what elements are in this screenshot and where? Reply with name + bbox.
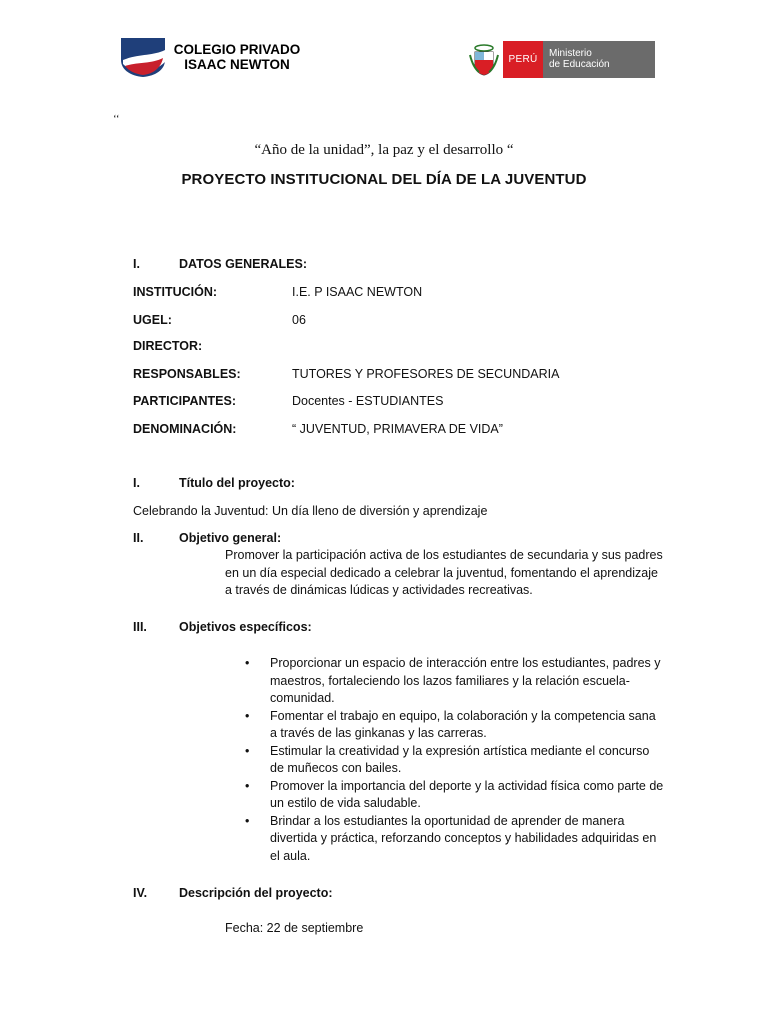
list-item: [245, 708, 665, 743]
section-number: I.: [133, 476, 140, 490]
objetivos-list: [245, 655, 665, 865]
school-name: [167, 42, 307, 72]
section-heading: Objetivos específicos:: [179, 620, 312, 634]
section-number: IV.: [133, 886, 148, 900]
stray-quote-mark: ‘‘: [113, 113, 120, 125]
datos-value: 06: [292, 313, 306, 327]
datos-value: TUTORES Y PROFESORES DE SECUNDARIA: [292, 367, 560, 381]
year-motto: “Año de la unidad”, la paz y el desarrollo “: [254, 142, 514, 158]
peru-crest-icon: [467, 41, 502, 78]
list-item-text: Brindar a los estudiantes la oportunidad de aprender de manera divertida y práctica, reforzando conceptos y habilidades adquiridas en el aula.: [270, 813, 657, 863]
datos-key: DIRECTOR:: [133, 339, 203, 353]
datos-key: UGEL:: [133, 313, 172, 327]
bullet-icon: •: [245, 708, 250, 723]
list-item-text: Estimular la creatividad y la expresión artística mediante el concurso de muñecos con bailes.: [270, 743, 650, 775]
project-title-text: Celebrando la Juventud: Un día lleno de diversión y aprendizaje: [133, 504, 488, 518]
list-item: [245, 778, 665, 813]
section-heading: DATOS GENERALES:: [179, 257, 308, 271]
school-shield-icon: [119, 36, 167, 78]
project-date: Fecha: 22 de septiembre: [225, 921, 364, 935]
list-item-text: Proporcionar un espacio de interacción entre los estudiantes, padres y maestros, fortaleciendo los lazos familiares y la relación escuela-comunidad.: [270, 656, 661, 705]
ministry-logo: [467, 41, 655, 78]
datos-value: I.E. P ISAAC NEWTON: [292, 285, 423, 299]
bullet-icon: •: [245, 813, 250, 828]
datos-value: “ JUVENTUD, PRIMAVERA DE VIDA”: [292, 422, 503, 436]
section-number: II.: [133, 531, 144, 545]
section-number: I.: [133, 257, 140, 271]
datos-key: INSTITUCIÓN:: [133, 285, 218, 299]
ministry-label: [543, 41, 655, 78]
datos-value: Docentes - ESTUDIANTES: [292, 394, 444, 408]
objetivo-general-text: Promover la participación activa de los estudiantes de secundaria y sus padres en un día especial dedicado a celebrar la juventud, fomentando el aprendizaje a través de dinámicas lúdicas y actividades recreativas.: [225, 548, 663, 597]
list-item: [245, 743, 665, 778]
section-number: III.: [133, 620, 147, 634]
ministry-label-line2: de Educación: [549, 59, 610, 70]
list-item-text: Fomentar el trabajo en equipo, la colaboración y la competencia sana a través de las ginkanas y las carreras.: [270, 708, 656, 740]
bullet-icon: •: [245, 656, 250, 670]
bullet-icon: •: [245, 743, 250, 758]
school-name-line1: COLEGIO PRIVADO: [173, 42, 301, 57]
bullet-icon: •: [245, 778, 250, 793]
list-item-text: Promover la importancia del deporte y la actividad física como parte de un estilo de vida saludable.: [270, 778, 664, 810]
list-item: [245, 655, 665, 708]
datos-key: DENOMINACIÓN:: [133, 422, 237, 436]
datos-key: RESPONSABLES:: [133, 367, 241, 381]
peru-label: PERÚ: [503, 41, 543, 78]
datos-key: PARTICIPANTES:: [133, 394, 237, 408]
document-title: PROYECTO INSTITUCIONAL DEL DÍA DE LA JUVENTUD: [181, 171, 587, 188]
school-logo: [119, 36, 309, 80]
list-item: [245, 813, 665, 866]
section-heading: Título del proyecto:: [179, 476, 295, 490]
ministry-label-line1: Ministerio: [549, 48, 592, 59]
section-heading: Objetivo general:: [179, 531, 282, 545]
section-heading: Descripción del proyecto:: [179, 886, 333, 900]
school-name-line2: ISAAC NEWTON: [184, 57, 290, 72]
